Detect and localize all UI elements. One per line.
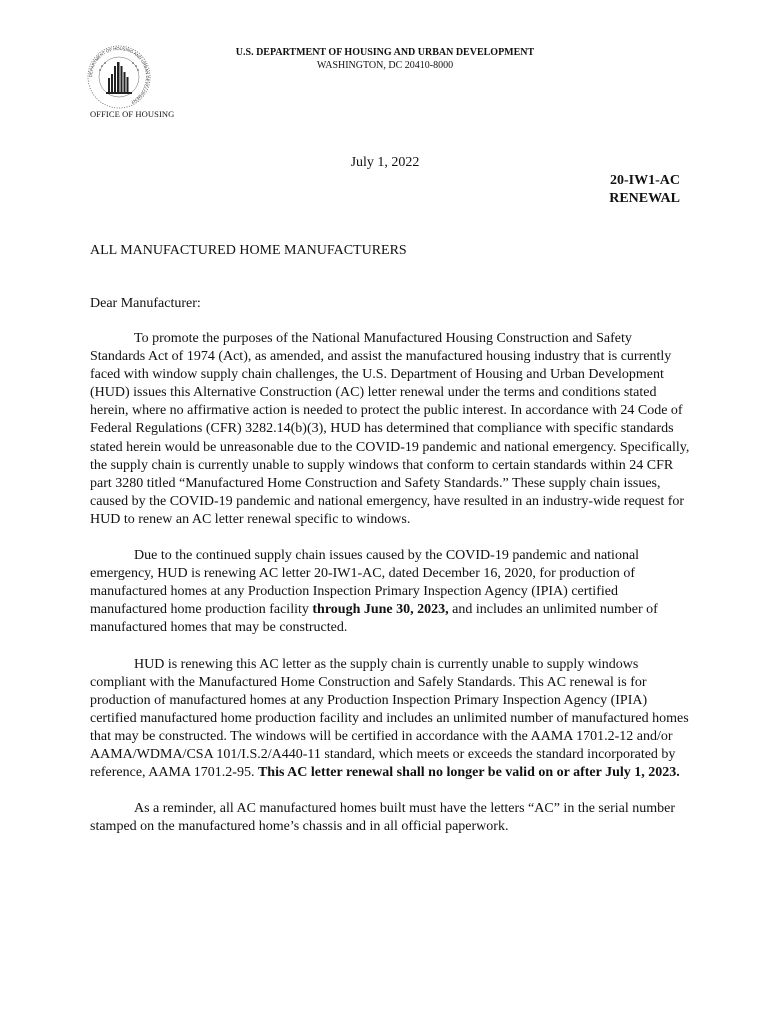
paragraph-3: HUD is renewing this AC letter as the supply chain is currently unable to supply windows compliant with the Manufactured Home Construction and Safely Standards. This AC renewal is for production of manufactured homes at any Production Inspection Primary Inspection Agency (IPIA) certified manufactured home production facility and includes an unlimited number of manufactured homes that may be constructed. The windows will be certified in accordance with the AAMA 1701.2-12 and/or AAMA/WDMA/CSA 101/I.S.2/A440-11 standard, which meets or exceeds the standard incorporated by reference, AAMA 1701.2-95. This AC letter renewal shall no longer be valid on or after July 1, 2023. bbox=[90, 656, 689, 781]
paragraph-4: As a reminder, all AC manufactured homes built must have the letters “AC” in the serial number stamped on the manufactured home’s chassis and in all official paperwork. bbox=[90, 801, 676, 835]
seal-text: DEPARTMENT OF HOUSING AND URBAN DEVELOPMENT bbox=[87, 45, 151, 105]
paragraph-1: To promote the purposes of the National Manufactured Housing Construction and Safety Standards Act of 1974 (Act), as amended, and assist the manufactured housing industry that is currently faced with window supply chain challenges, the U.S. Department of Housing and Urban Development (HUD) issues this Alternative Construction (AC) letter renewal under the terms and conditions stated herein, where no affirmative action is needed to protect the public interest. In accordance with 24 Code of Federal Regulations (CFR) 3282.14(b)(3), HUD has determined that compliance with specific standards stated herein would be unreasonable due to the COVID-19 pandemic and national emergency. Specifically, the supply chain is currently unable to supply windows that conform to certain standards within 24 CFR part 3280 titled “Manufactured Home Construction and Safety Standards.” These supply chain issues, caused by the COVID-19 pandemic and national emergency, have resulted in an industry-wide request for HUD to renew an AC letter renewal specific to windows. bbox=[90, 331, 690, 527]
letter-body bbox=[90, 330, 690, 854]
reference-number: 20-IW1-AC bbox=[610, 173, 680, 188]
letterhead bbox=[0, 46, 770, 72]
addressee: ALL MANUFACTURED HOME MANUFACTURERS bbox=[90, 243, 407, 258]
department-name: U.S. DEPARTMENT OF HOUSING AND URBAN DEVELOPMENT bbox=[235, 47, 535, 58]
salutation: Dear Manufacturer: bbox=[90, 296, 201, 311]
reference-type: RENEWAL bbox=[609, 191, 680, 206]
validity-emphasis: This AC letter renewal shall no longer be valid on or after July 1, 2023. bbox=[257, 765, 680, 781]
deadline-emphasis: through June 30, 2023, bbox=[312, 602, 449, 618]
letter-date: July 1, 2022 bbox=[350, 155, 420, 170]
office-label: OFFICE OF HOUSING bbox=[90, 109, 175, 119]
paragraph-2: Due to the continued supply chain issues caused by the COVID-19 pandemic and national emergency, HUD is renewing AC letter 20-IW1-AC, dated December 16, 2020, for production of manufactured homes at any Production Inspection Primary Inspection Agency (IPIA) certified manufactured home production facility through June 30, 2023, and includes an unlimited number of manufactured homes that may be constructed. bbox=[90, 548, 658, 636]
reference-block bbox=[609, 172, 680, 208]
department-address: WASHINGTON, DC 20410-8000 bbox=[316, 60, 454, 71]
